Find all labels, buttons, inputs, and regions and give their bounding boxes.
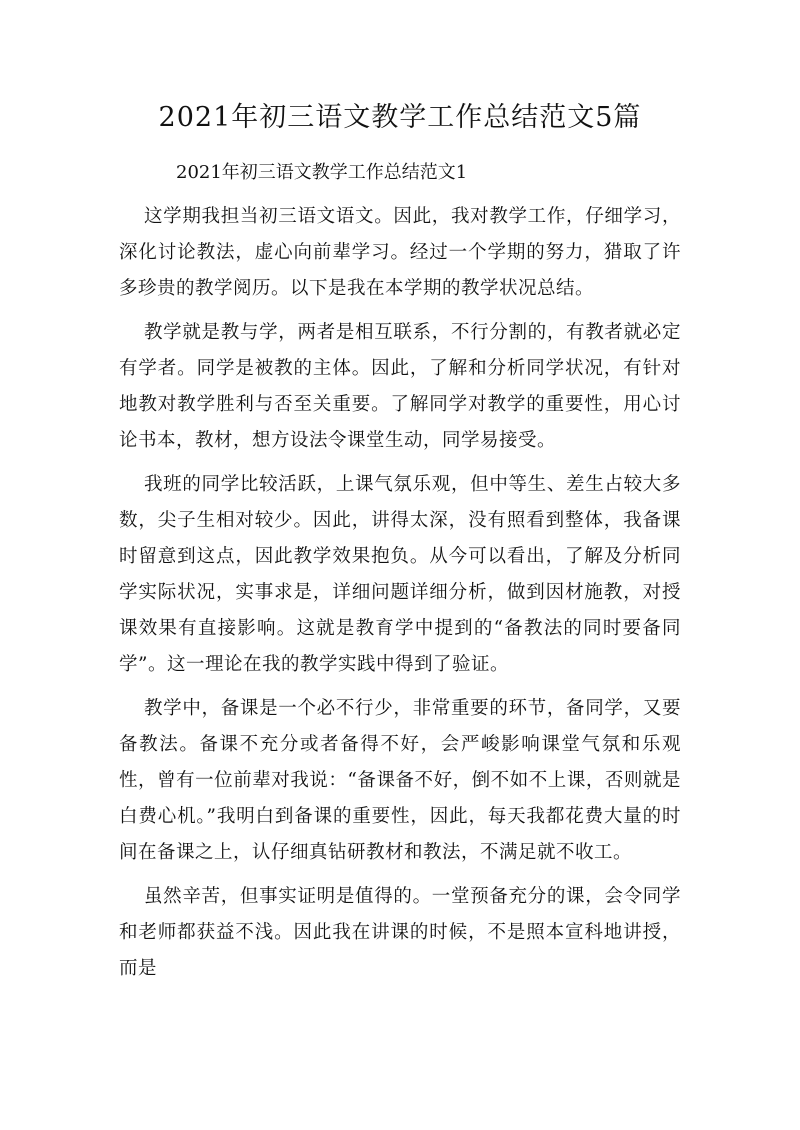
- section-subtitle: 2021年初三语文教学工作总结范文1: [176, 162, 468, 183]
- paragraph: 教学就是教与学，两者是相互联系，不行分割的，有教者就必定有学者。同学是被教的主体。因此，了解和分析同学状况，有针对地教对教学胜利与否至关重要。了解同学对教学的重要性，用心讨论书本，教材，想方设法令课堂生动，同学易接受。: [119, 322, 681, 451]
- paragraph: 我班的同学比较活跃，上课气氛乐观，但中等生、差生占较大多数，尖子生相对较少。因此，讲得太深，没有照看到整体，我备课时留意到这点，因此教学效果抱负。从今可以看出，了解及分析同学实际状况，实事求是，详细问题详细分析，做到因材施教，对授课效果有直接影响。这就是教育学中提到的“备教法的同时要备同学”。这一理论在我的教学实践中得到了验证。: [119, 474, 681, 675]
- document-body: [119, 199, 681, 995]
- paragraph: 教学中，备课是一个必不行少，非常重要的环节，备同学，又要备教法。备课不充分或者备得不好，会严峻影响课堂气氛和乐观性，曾有一位前辈对我说：“备课备不好，倒不如不上课，否则就是白费心机。”我明白到备课的重要性，因此，每天我都花费大量的时间在备课之上，认仔细真钻研教材和教法，不满足就不收工。: [119, 698, 681, 863]
- paragraph: 这学期我担当初三语文语文。因此，我对教学工作，仔细学习，深化讨论教法，虚心向前辈学习。经过一个学期的努力，猎取了许多珍贵的教学阅历。以下是我在本学期的教学状况总结。: [119, 206, 681, 299]
- page-title: 2021年初三语文教学工作总结范文5篇: [158, 102, 642, 133]
- paragraph: 虽然辛苦，但事实证明是值得的。一堂预备充分的课，会令同学和老师都获益不浅。因此我在讲课的时候，不是照本宣科地讲授，而是: [119, 886, 681, 979]
